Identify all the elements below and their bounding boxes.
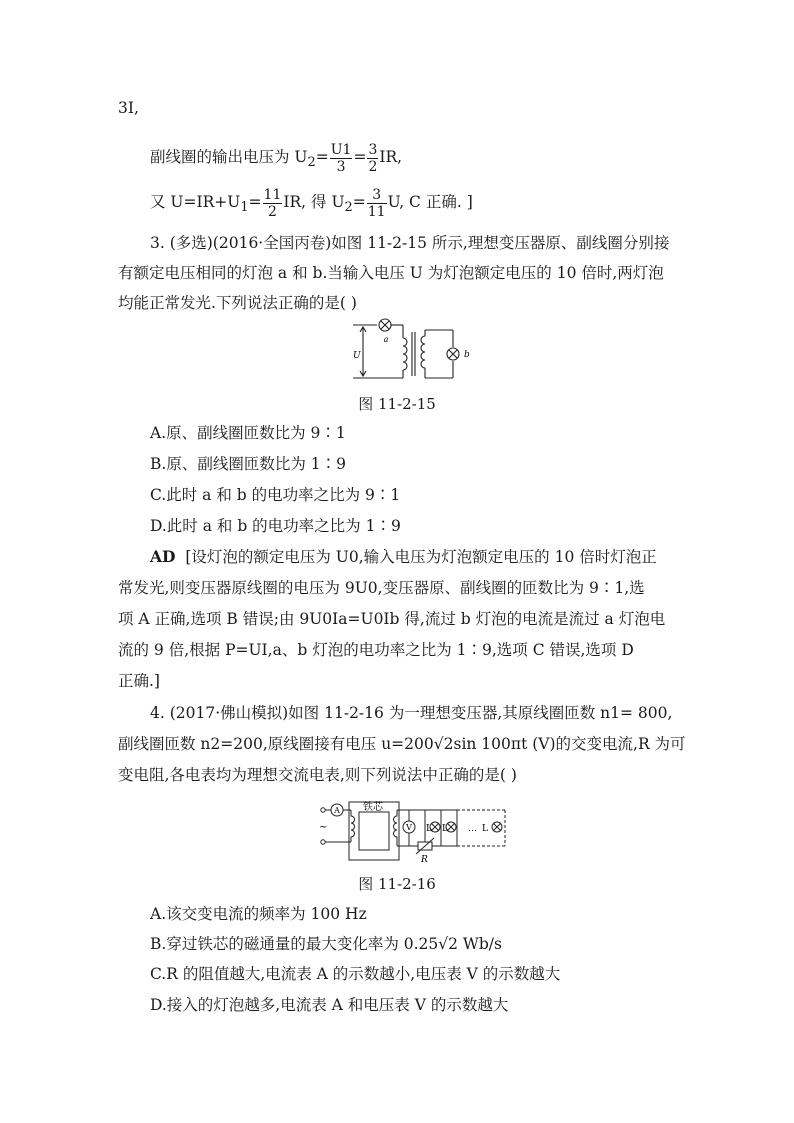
q3-answer-analysis-line-1: AD [设灯泡的额定电压为 U0,输入电压为灯泡额定电压的 10 倍时灯泡正 xyxy=(150,547,657,566)
resistor-label: R xyxy=(421,855,428,864)
q3-option-a: A.原、副线圈匝数比为 9∶1 xyxy=(150,424,346,442)
top-fragment: 3I, xyxy=(118,99,139,117)
q4-option-d: D.接入的灯泡越多,电流表 A 和电压表 V 的示数越大 xyxy=(150,996,509,1014)
q4-option-c: C.R 的阻值越大,电流表 A 的示数越小,电压表 V 的示数越大 xyxy=(150,965,561,983)
q3-stem-line-2: 有额定电压相同的灯泡 a 和 b.当输入电压 U 为灯泡额定电压的 10 倍时,两灯泡 xyxy=(118,264,664,282)
figure-caption-11-2-16: 图 11-2-16 xyxy=(358,875,436,893)
q3-option-c: C.此时 a 和 b 的电功率之比为 9∶1 xyxy=(150,486,401,504)
label-a: a xyxy=(383,335,389,344)
lamp-label: L xyxy=(482,824,488,834)
fraction: $\frac{3}{11}$ xyxy=(367,186,386,220)
q4-stem-line-1: 4. (2017·佛山模拟)如图 11-2-16 为一理想变压器,其原线圈匝数 n1= 800, xyxy=(150,704,673,722)
q3-analysis-line-2: 常发光,则变压器原线圈的电压为 9U0,变压器原、副线圈的匝数比为 9∶1,选 xyxy=(118,579,645,597)
q3-answer: AD xyxy=(150,547,176,566)
q3-stem-line-3: 均能正常发光.下列说法正确的是( ) xyxy=(118,294,357,312)
solution-line-u2: 又 $U=IR+U_1=$ $\frac{11}{2}$ IR, 得 $U_2=$ $\frac{3}{11}$ U, C 正确. ] xyxy=(150,186,473,220)
q4-stem-line-3: 变电阻,各电表均为理想交流电表,则下列说法中正确的是( ) xyxy=(118,766,517,784)
ac-source-label: ~ xyxy=(319,822,328,833)
q3-analysis-line-5: 正确.] xyxy=(118,672,160,690)
q4-option-b: B.穿过铁芯的磁通量的最大变化率为 0.25√2 Wb/s xyxy=(150,935,502,953)
solution-line-output-voltage: 副线圈的输出电压为 $U_2=$ $\frac{U1}{3}$ = $\frac{3}{2}$ IR, xyxy=(150,141,403,175)
figure-caption-11-2-15: 图 11-2-15 xyxy=(358,395,436,413)
lamp-label: L xyxy=(426,824,432,834)
voltmeter-label: V xyxy=(406,823,412,832)
core-label: 铁芯 xyxy=(363,802,383,813)
fraction: $\frac{11}{2}$ xyxy=(263,186,282,220)
transformer-figure-11-2-15 xyxy=(345,318,475,386)
q3-option-d: D.此时 a 和 b 的电功率之比为 1∶9 xyxy=(150,517,401,535)
q3-analysis-line-4: 流的 9 倍,根据 P=UI,a、b 灯泡的电功率之比为 1∶9,选项 C 错误,选项 D xyxy=(118,641,634,659)
fraction: $\frac{U1}{3}$ xyxy=(330,141,352,175)
ellipsis-label: … xyxy=(468,824,477,834)
lamp-label: L xyxy=(442,824,448,834)
q4-option-a: A.该交变电流的频率为 100 Hz xyxy=(150,905,367,923)
q3-option-b: B.原、副线圈匝数比为 1∶9 xyxy=(150,455,346,473)
q3-analysis-line-3: 项 A 正确,选项 B 错误;由 9U0Ia=U0Ib 得,流过 b 灯泡的电流是流过 a 灯泡电 xyxy=(118,610,666,628)
q4-stem-line-2: 副线圈匝数 n2=200,原线圈接有电压 u=200√2sin 100πt (V)的交变电流,R 为可 xyxy=(118,735,686,753)
label-b: b xyxy=(464,350,470,360)
q3-stem-line-1: 3. (多选)(2016·全国丙卷)如图 11-2-15 所示,理想变压器原、副线圈分别接 xyxy=(150,234,670,252)
fraction: $\frac{3}{2}$ xyxy=(368,141,378,175)
label-u: U xyxy=(353,351,361,361)
transformer-figure-11-2-16 xyxy=(317,796,507,864)
ammeter-label: A xyxy=(334,806,340,815)
